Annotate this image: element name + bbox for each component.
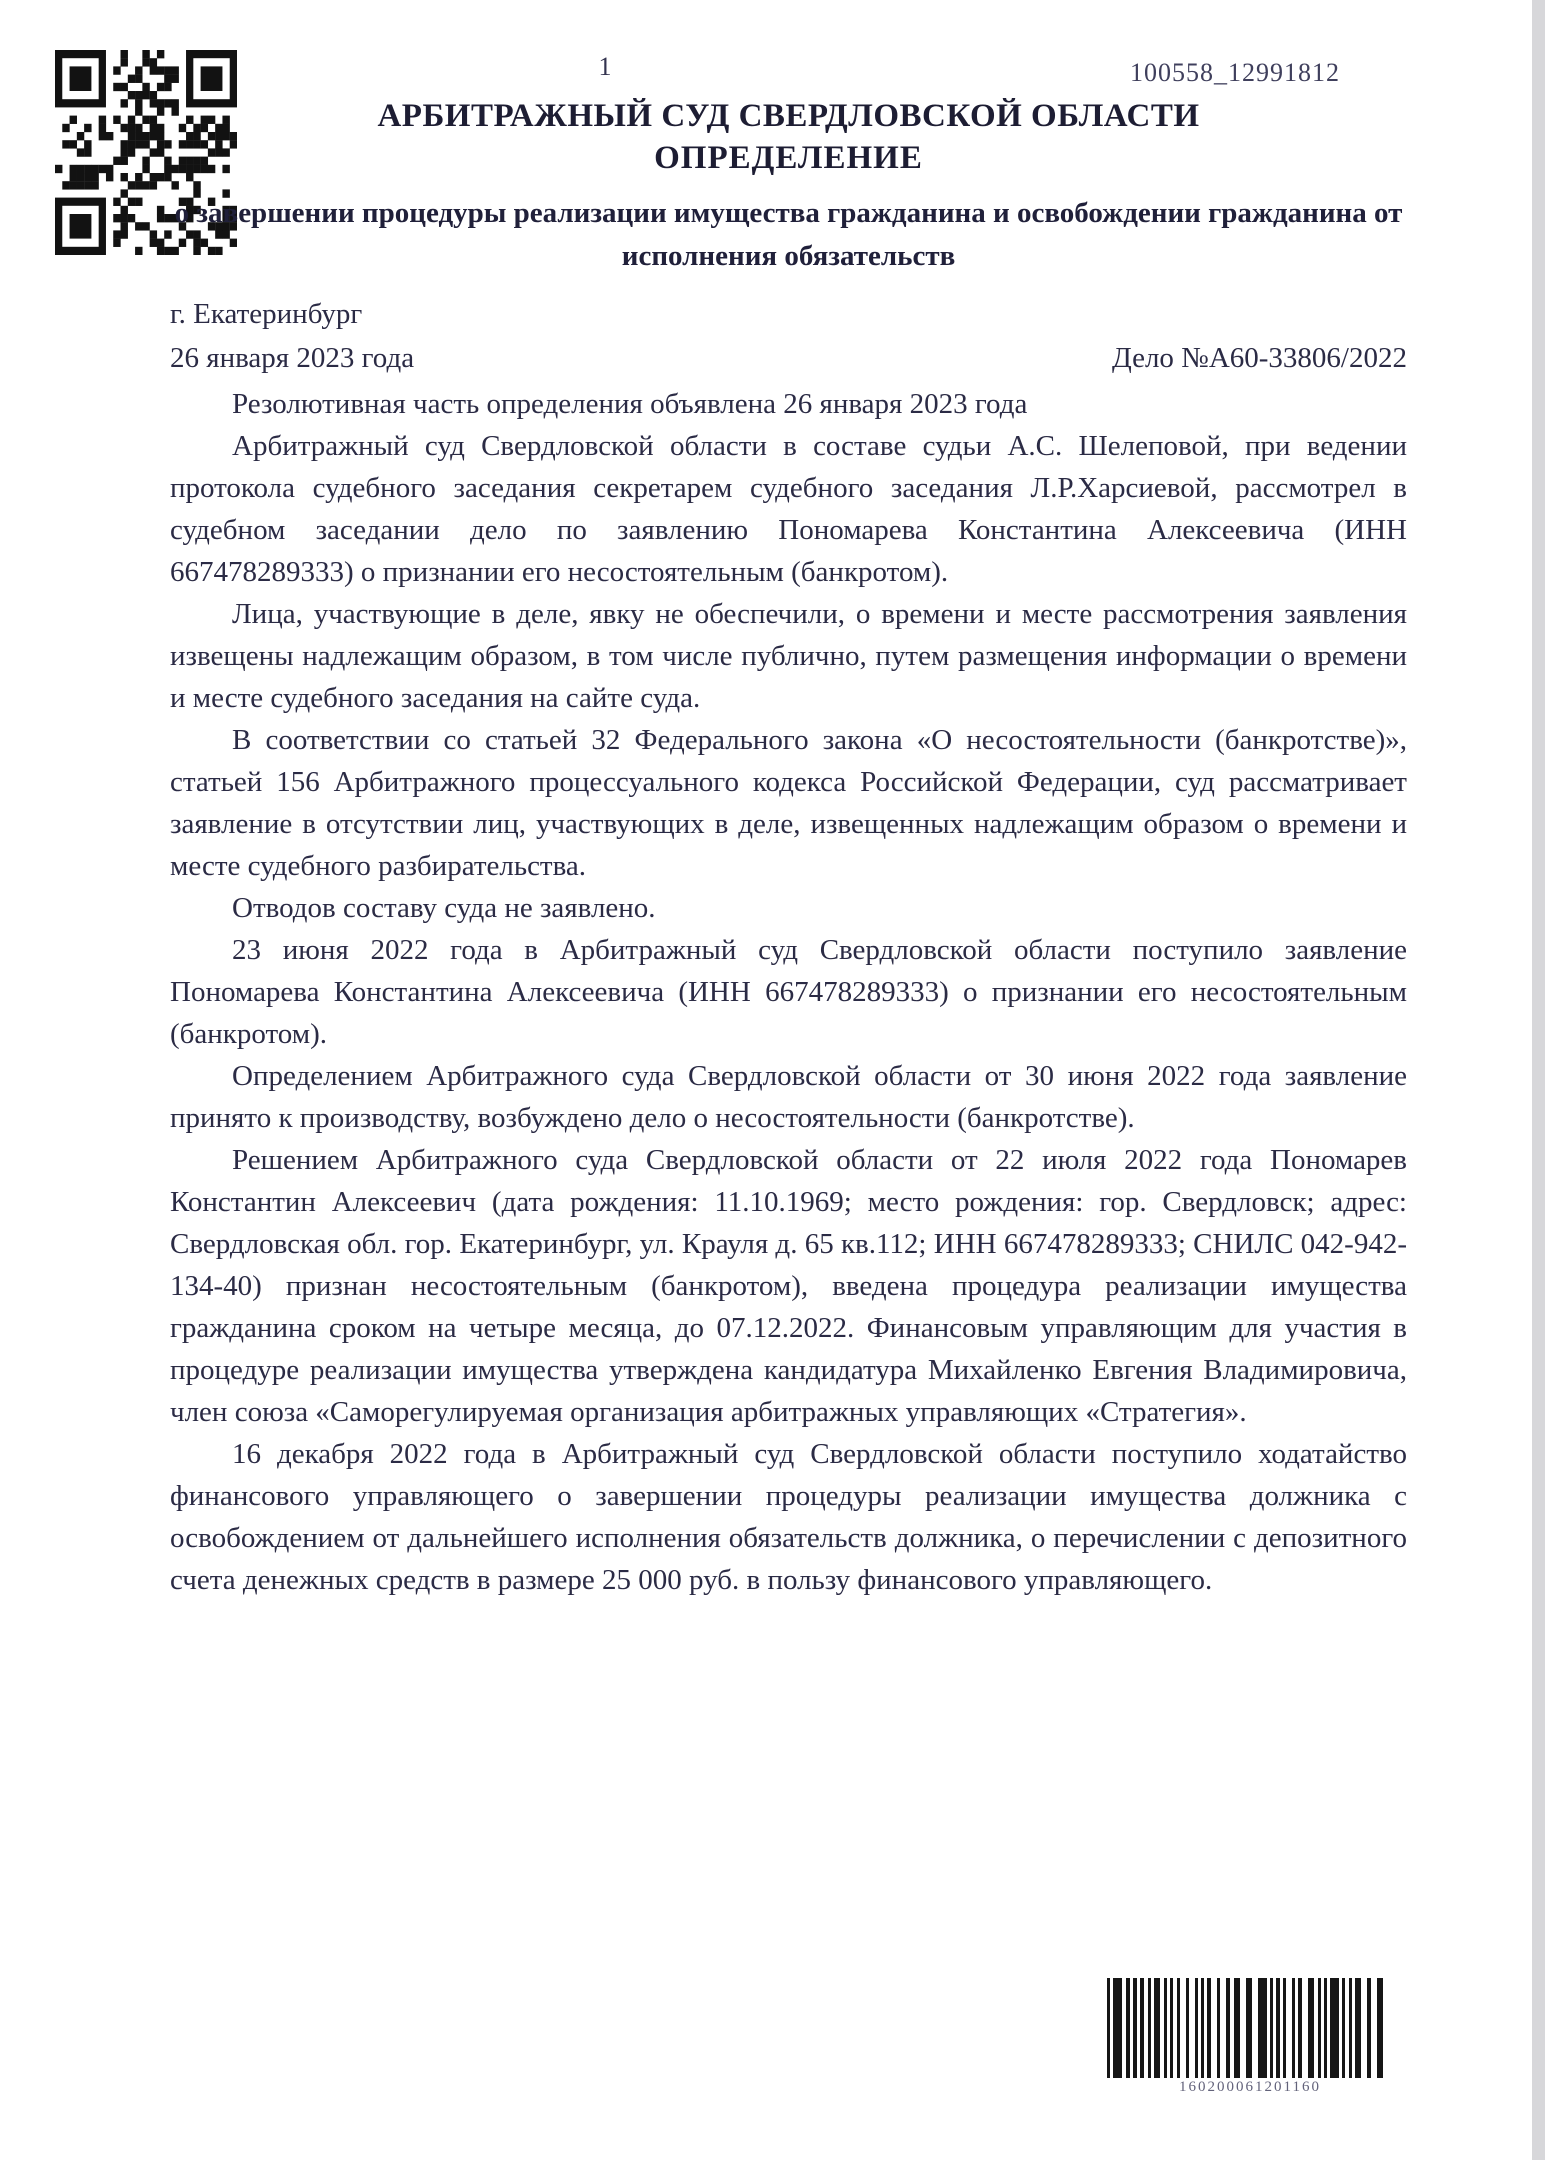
decision-date: 26 января 2023 года (170, 342, 415, 374)
paragraph: Определением Арбитражного суда Свердловской области от 30 июня 2022 года заявление принято к производству, возбуждено дело о несостоятельности (банкротстве). (170, 1060, 1407, 1134)
barcode-icon (1107, 1978, 1393, 2078)
page-number: 1 (598, 52, 612, 81)
paragraph: Решением Арбитражного суда Свердловской области от 22 июля 2022 года Пономарев Константин Алексеевич (дата рождения: 11.10.1969; место рождения: гор. Свердловск; адрес: Свердловская обл. гор. Екатеринбург, ул. Крауля д. 65 кв.112; ИНН 667478289333; СНИЛС 042-942-134-40) признан несостоятельным (банкротом), введена процедура реализации имущества гражданина сроком на четыре месяца, до 07.12.2022. Финансовым управляющим для участия в процедуре реализации имущества утверждена кандидатура Михайленко Евгения Владимировича, член союза «Саморегулируемая организация арбитражных управляющих «Стратегия». (170, 1144, 1407, 1428)
court-name: АРБИТРАЖНЫЙ СУД СВЕРДЛОВСКОЙ ОБЛАСТИ (377, 98, 1200, 134)
paragraph: Резолютивная часть определения объявлена 26 января 2023 года (232, 388, 1028, 420)
paragraph: Арбитражный суд Свердловской области в составе судьи А.С. Шелеповой, при ведении протокола судебного заседания секретарем судебного заседания Л.Р.Харсиевой, рассмотрел в судебном заседании дело по заявлению Пономарева Константина Алексеевича (ИНН 667478289333) о признании его несостоятельным (банкротом). (170, 430, 1407, 588)
paragraph: 16 декабря 2022 года в Арбитражный суд Свердловской области поступило ходатайство финансового управляющего о завершении процедуры реализации имущества должника с освобождением от дальнейшего исполнения обязательств должника, о перечислении с депозитного счета денежных средств в размере 25 000 руб. в пользу финансового управляющего. (170, 1438, 1407, 1596)
paragraph: Лица, участвующие в деле, явку не обеспечили, о времени и месте рассмотрения заявления извещены надлежащим образом, в том числе публично, путем размещения информации о времени и месте судебного заседания на сайте суда. (170, 598, 1407, 714)
document-meta (170, 292, 1407, 381)
document-header (170, 96, 1407, 278)
paragraph: Отводов составу суда не заявлено. (232, 892, 656, 924)
paragraph: 23 июня 2022 года в Арбитражный суд Свердловской области поступило заявление Пономарева Константина Алексеевича (ИНН 667478289333) о признании его несостоятельным (банкротом). (170, 934, 1407, 1050)
document-body (170, 383, 1407, 1601)
barcode-number: 160200061201160 (1179, 2079, 1321, 2095)
document-type: ОПРЕДЕЛЕНИЕ (654, 140, 923, 176)
page-edge (1532, 0, 1545, 2160)
barcode-block (1107, 1978, 1393, 2096)
document-subtitle: о завершении процедуры реализации имущества гражданина и освобождении гражданина от исполнения обязательств (174, 197, 1403, 272)
city: г. Екатеринбург (170, 298, 363, 330)
document-id: 100558_12991812 (1130, 58, 1340, 87)
paragraph: В соответствии со статьей 32 Федерального закона «О несостоятельности (банкротстве)», статьей 156 Арбитражного процессуального кодекса Российской Федерации, суд рассматривает заявление в отсутствии лиц, участвующих в деле, извещенных надлежащим образом о времени и месте судебного разбирательства. (170, 724, 1407, 882)
case-number: Дело №А60-33806/2022 (1111, 342, 1407, 374)
